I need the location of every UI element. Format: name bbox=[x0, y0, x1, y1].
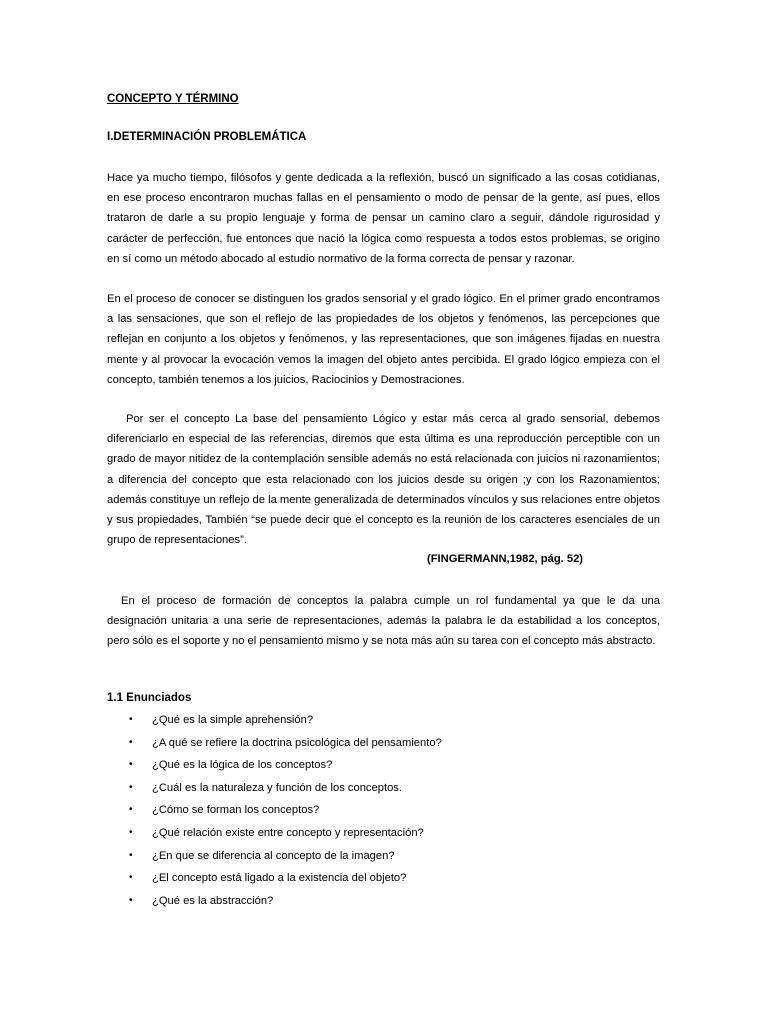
citation: (FINGERMANN,1982, pág. 52) bbox=[427, 553, 584, 565]
bullet-icon: • bbox=[129, 714, 133, 725]
question-text: ¿Cómo se forman los conceptos? bbox=[152, 804, 320, 817]
questions-list bbox=[107, 710, 660, 913]
question-text: ¿A qué se refiere la doctrina psicológica del pensamiento? bbox=[152, 736, 442, 749]
bullet-icon: • bbox=[129, 781, 133, 793]
bullet-icon: • bbox=[129, 872, 133, 884]
list-item bbox=[107, 868, 660, 891]
bullet-icon: • bbox=[129, 894, 133, 906]
list-item bbox=[107, 710, 660, 733]
question-text: ¿El concepto está ligado a la existencia del objeto? bbox=[152, 872, 407, 885]
question-text: ¿Cuál es la naturaleza y función de los conceptos. bbox=[152, 781, 402, 794]
paragraph-intro: Hace ya mucho tiempo, filósofos y gente dedicada a la reflexión, buscó un significado a las cosas cotidianas, en ese proceso encontraron muchas fallas en el pensamiento o modo de pensar de la gente, así pues, ellos trataron de darle a su propio lenguaje y forma de pensar un camino claro a seguir, dándole rigurosidad y carácter de perfección, fue entonces que nació la lógica como respuesta a todos estos problemas, se origino en sí como un método abocado al estudio normativo de la forma correcta de pensar y razonar. bbox=[107, 172, 660, 265]
section-heading: I.DETERMINACIÓN PROBLEMÁTICA bbox=[107, 131, 307, 143]
paragraph-degrees: En el proceso de conocer se distinguen los grados sensorial y el grado lógico. En el primer grado encontramos a las sensaciones, que son el reflejo de las propiedades de los objetos y fenómenos, las percepciones que reflejan en conjunto a los objetos y fenómenos, y las representaciones, que son imágenes fijadas en nuestra mente y al provocar la evocación vemos la imagen del objeto antes percibida. El grado lógico empieza con el concepto, también tenemos a los juicios, Raciocinios y Demostraciones. bbox=[107, 293, 660, 386]
list-item bbox=[107, 823, 660, 846]
bullet-icon: • bbox=[129, 759, 133, 771]
list-item bbox=[107, 800, 660, 823]
bullet-icon: • bbox=[129, 826, 133, 838]
list-item bbox=[107, 755, 660, 778]
bullet-icon: • bbox=[129, 736, 133, 748]
document-title: CONCEPTO Y TÉRMINO bbox=[107, 93, 239, 105]
list-item bbox=[107, 891, 660, 914]
bullet-icon: • bbox=[129, 804, 133, 816]
question-text: ¿Qué es la abstracción? bbox=[152, 894, 274, 907]
paragraph-concept-basis: Por ser el concepto La base del pensamiento Lógico y estar más cerca al grado sensorial, debemos diferenciarlo en especial de las referencias, diremos que esta última es una reproducción perceptible con un grado de mayor nitidez de la contemplación sensible además no está relacionada con juicios ni razonamientos; a diferencia del concepto que esta relacionado con los juicios desde su origen ;y con los Razonamientos; además constituye un reflejo de la mente generalizada de determinados vínculos y sus relaciones entre objetos y sus propiedades, También “se puede decir que el concepto es la reunión de los caracteres esenciales de un grupo de representaciones”. bbox=[107, 413, 660, 547]
questions-heading: 1.1 Enunciados bbox=[107, 692, 192, 704]
question-text: ¿En que se diferencia al concepto de la imagen? bbox=[152, 849, 395, 862]
bullet-icon: • bbox=[129, 849, 133, 861]
list-item bbox=[107, 733, 660, 756]
list-item bbox=[107, 846, 660, 869]
question-text: ¿Qué es la simple aprehensión? bbox=[152, 714, 314, 726]
question-text: ¿Qué es la lógica de los conceptos? bbox=[152, 759, 333, 772]
list-item bbox=[107, 778, 660, 801]
paragraph-word-role: En el proceso de formación de conceptos la palabra cumple un rol fundamental ya que le da una designación unitaria a una serie de representaciones, además la palabra le da estabilidad a los conceptos, pero sólo es el soporte y no el pensamiento mismo y se nota más aún su tarea con el concepto más abstracto. bbox=[107, 595, 660, 648]
question-text: ¿Qué relación existe entre concepto y representación? bbox=[152, 826, 424, 839]
